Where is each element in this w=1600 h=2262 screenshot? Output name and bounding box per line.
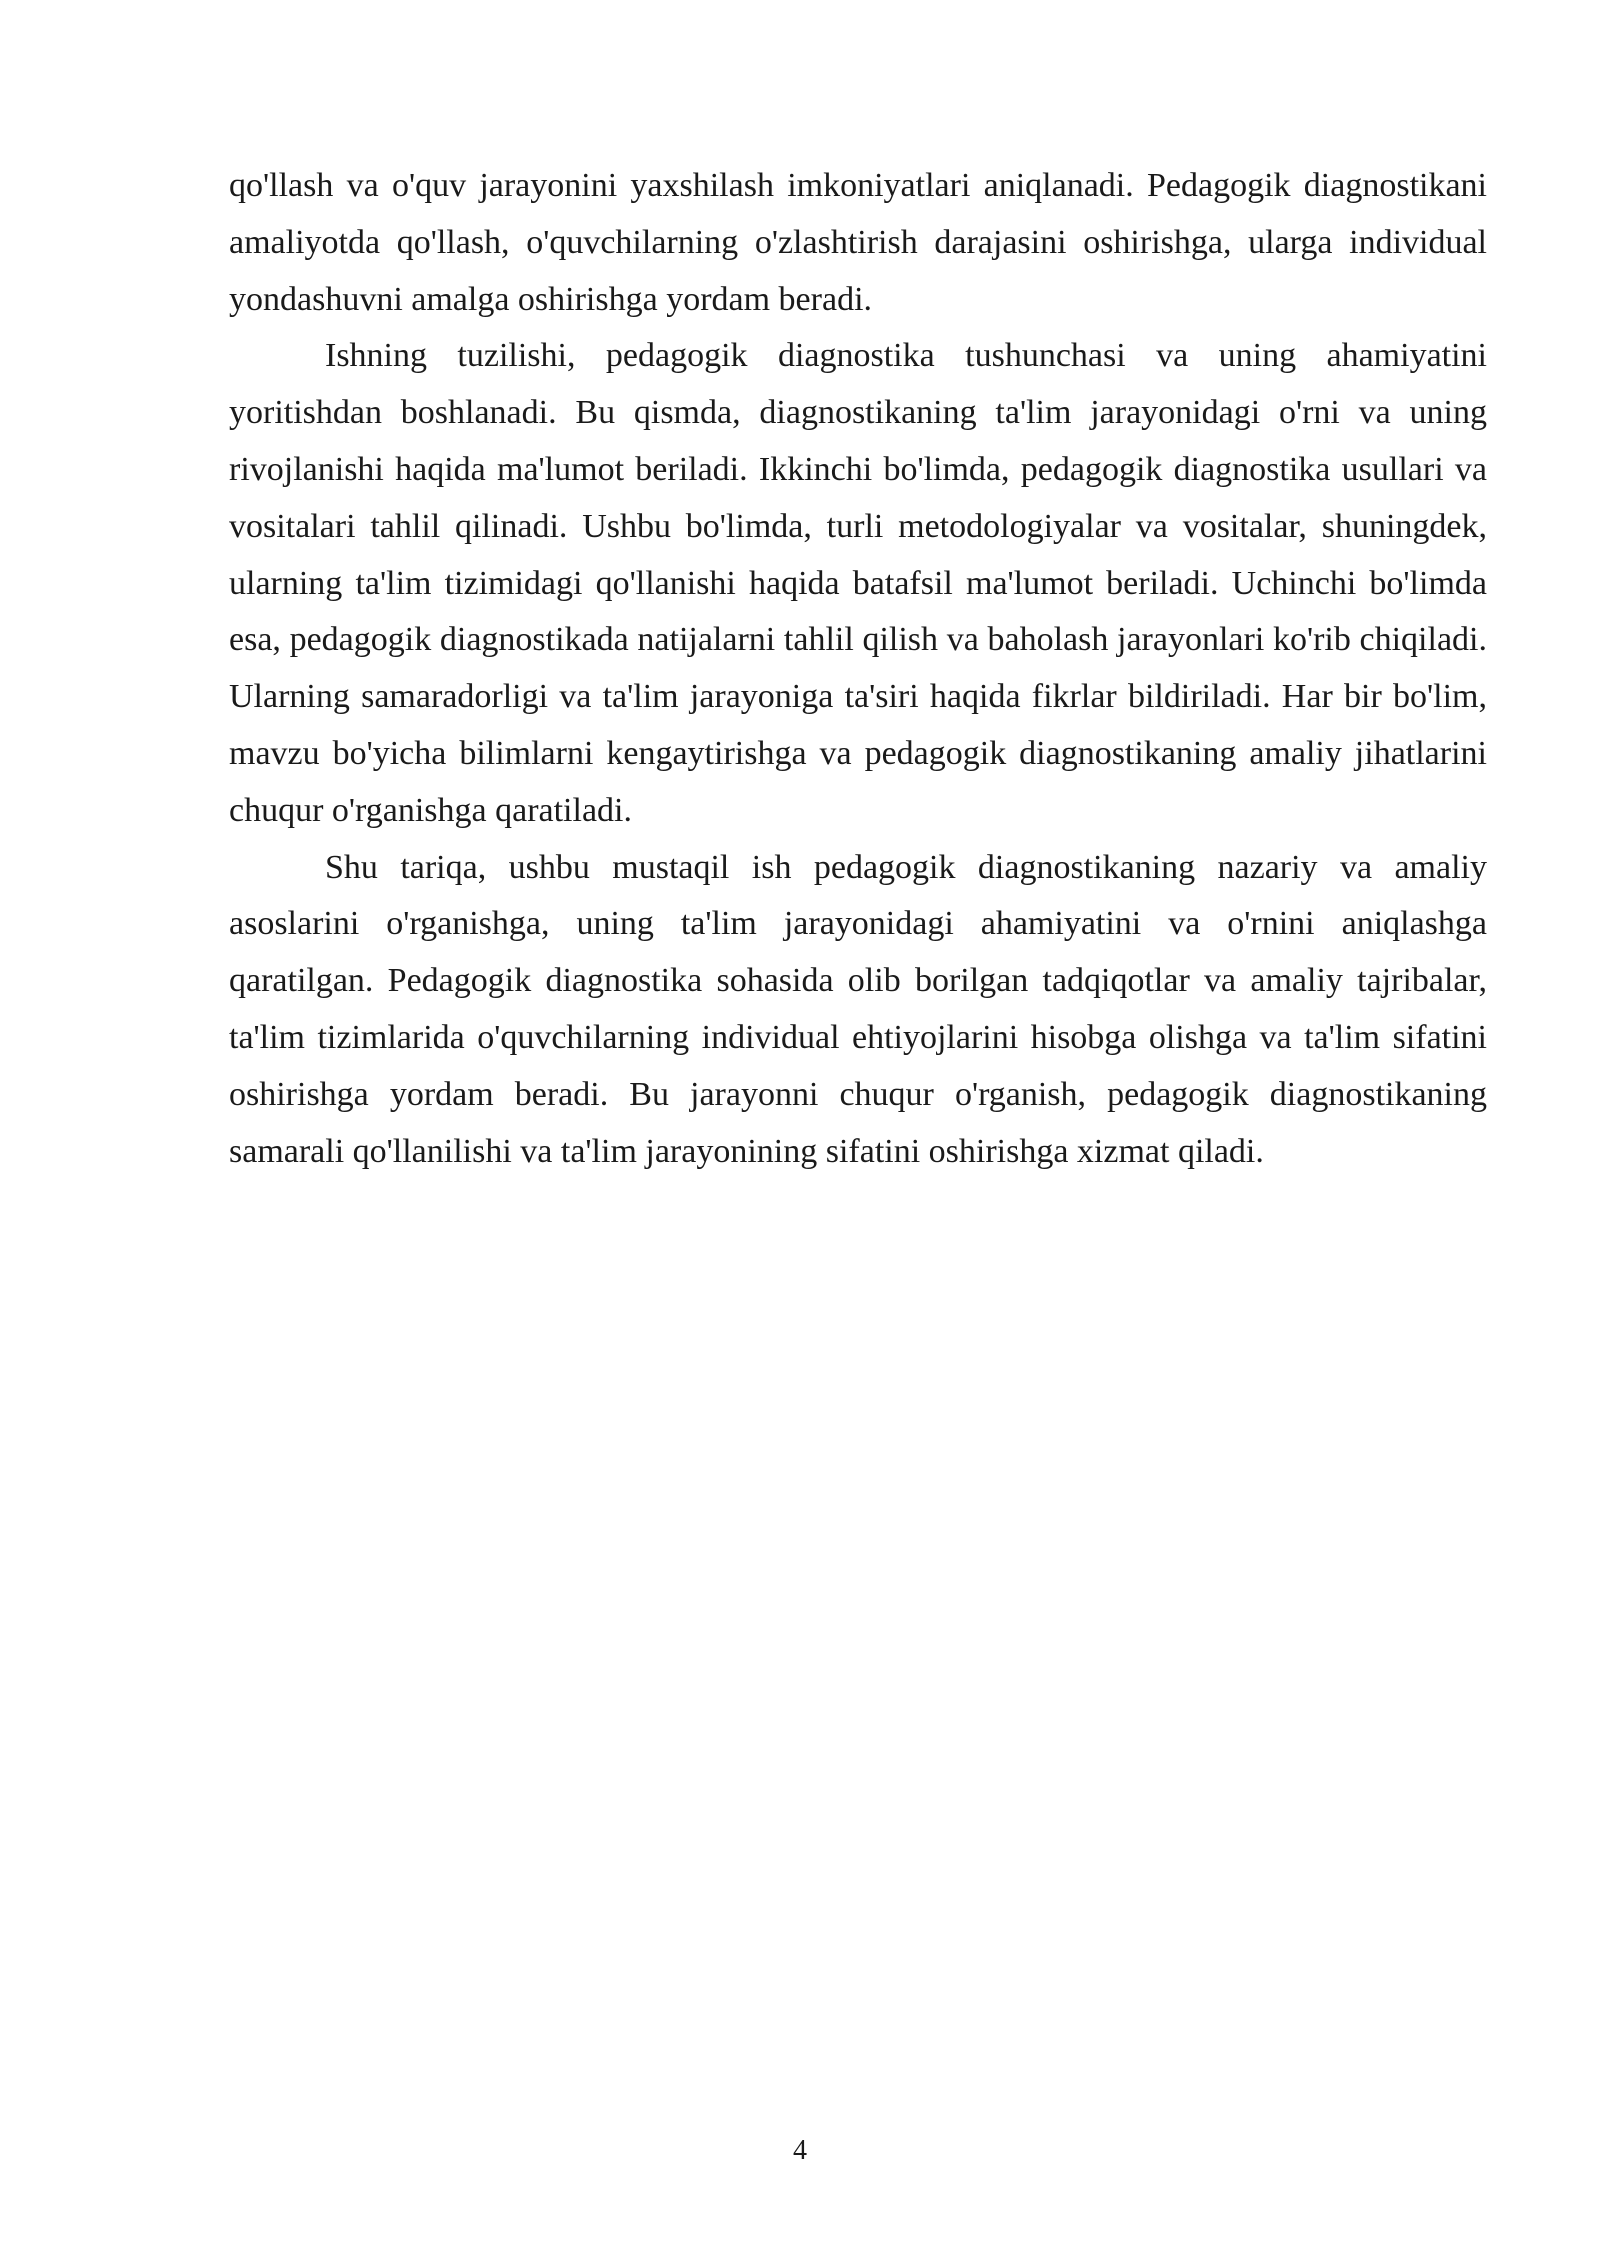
- paragraph-structure: Ishning tuzilishi, pedagogik diagnostika tushunchasi va uning ahamiyatini yoritishdan boshlanadi. Bu qismda, diagnostikaning ta'lim jarayonidagi o'rni va uning rivojlanishi haqida ma'lumot beriladi. Ikkinchi bo'limda, pedagogik diagnostika usullari va vositalari tahlil qilinadi. Ushbu bo'limda, turli metodologiyalar va vositalar, shuningdek, ularning ta'lim tizimidagi qo'llanishi haqida batafsil ma'lumot beriladi. Uchinchi bo'limda esa, pedagogik diagnostikada natijalarni tahlil qilish va baholash jarayonlari ko'rib chiqiladi. Ularning samaradorligi va ta'lim jarayoniga ta'siri haqida fikrlar bildiriladi. Har bir bo'lim, mavzu bo'yicha bilimlarni kengaytirishga va pedagogik diagnostikaning amaliy jihatlarini chuqur o'rganishga qaratiladi.: [229, 337, 1487, 829]
- page-number: 4: [793, 2135, 807, 2166]
- body-text: [229, 158, 1487, 1180]
- paragraph-continuation: qo'llash va o'quv jarayonini yaxshilash imkoniyatlari aniqlanadi. Pedagogik diagnostikani amaliyotda qo'llash, o'quvchilarning o'zlashtirish darajasini oshirishga, ularga individual yondashuvni amalga oshirishga yordam beradi.: [229, 167, 1487, 318]
- paragraph-conclusion: Shu tariqa, ushbu mustaqil ish pedagogik diagnostikaning nazariy va amaliy asoslarini o'rganishga, uning ta'lim jarayonidagi ahamiyatini va o'rnini aniqlashga qaratilgan. Pedagogik diagnostika sohasida olib borilgan tadqiqotlar va amaliy tajribalar, ta'lim tizimlarida o'quvchilarning individual ehtiyojlarini hisobga olishga va ta'lim sifatini oshirishga yordam beradi. Bu jarayonni chuqur o'rganish, pedagogik diagnostikaning samarali qo'llanilishi va ta'lim jarayonining sifatini oshirishga xizmat qiladi.: [229, 848, 1487, 1170]
